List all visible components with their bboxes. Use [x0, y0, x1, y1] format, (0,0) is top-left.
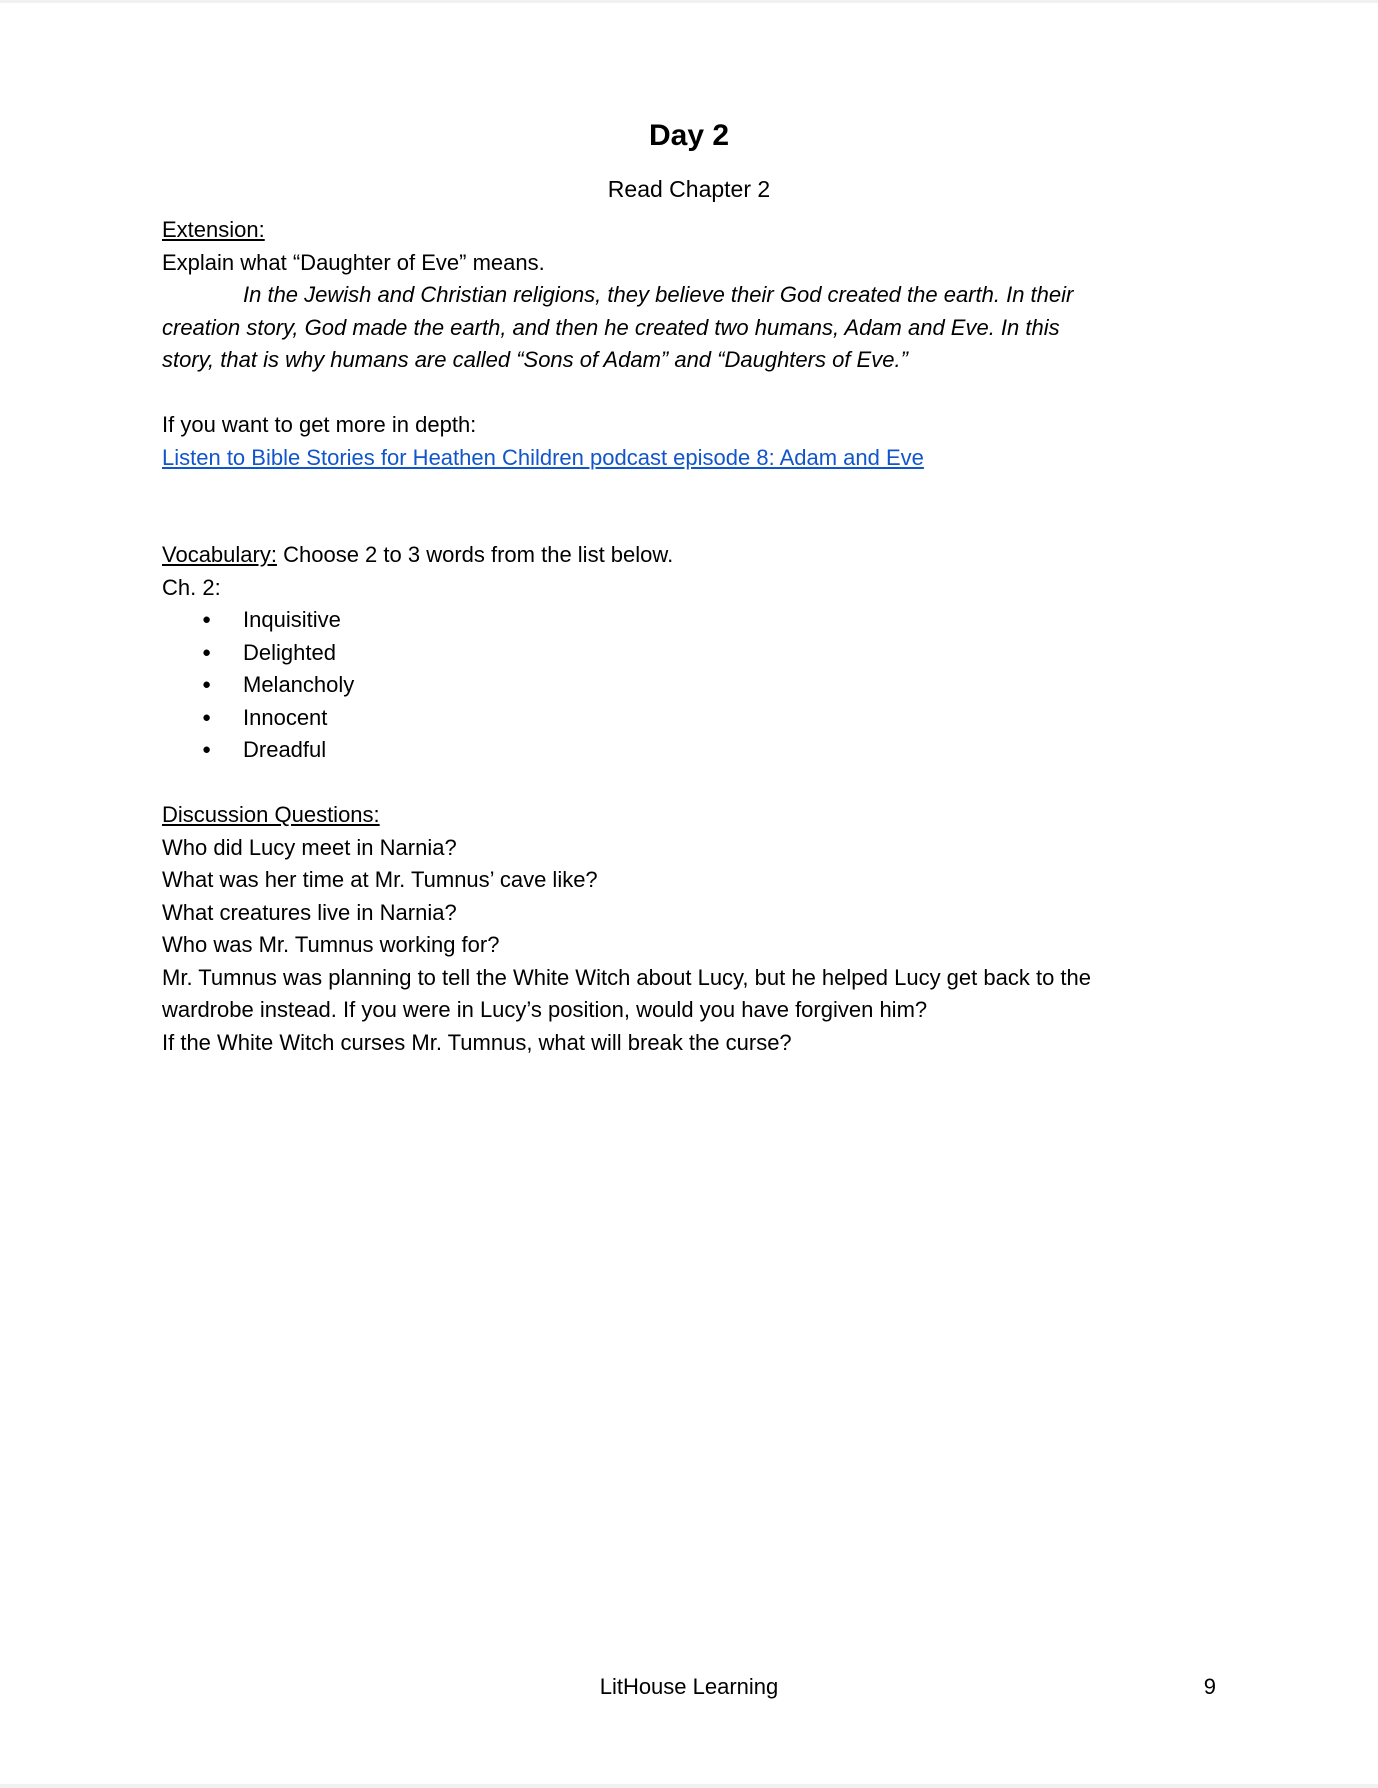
podcast-link-line — [162, 442, 1216, 475]
word-item — [162, 637, 1216, 670]
depth-intro: If you want to get more in depth: — [162, 412, 477, 437]
extension-prompt: Explain what “Daughter of Eve” means. — [162, 249, 545, 275]
word-label: Inquisitive — [243, 607, 341, 632]
question-line: Mr. Tumnus was planning to tell the White Witch about Lucy, but he helped Lucy get back to the — [162, 964, 1092, 990]
question-line: What was her time at Mr. Tumnus’ cave like? — [162, 867, 598, 892]
blank-line — [162, 767, 1216, 800]
extension-answer-line: In the Jewish and Christian religions, they believe their God created the earth. In their — [243, 282, 1074, 307]
page-title: Day 2 — [648, 119, 730, 152]
bullet-icon: ● — [202, 643, 212, 661]
question-line: Who was Mr. Tumnus working for? — [162, 932, 500, 957]
extension-answer-line: creation story, God made the earth, and then he created two humans, Adam and Eve. In this — [162, 314, 1060, 340]
blank-line — [162, 474, 1216, 507]
blank-line — [162, 377, 1216, 410]
document-body — [0, 214, 1378, 1059]
word-label: Dreadful — [243, 737, 327, 762]
page-top-edge — [0, 0, 1378, 3]
footer-page-number: 9 — [1203, 1674, 1216, 1699]
bullet-icon: ● — [202, 676, 212, 693]
question-line: wardrobe instead. If you were in Lucy’s position, would you have forgiven him? — [162, 997, 928, 1022]
question-line: Who did Lucy meet in Narnia? — [162, 834, 457, 860]
word-item — [162, 702, 1216, 735]
bullet-icon: ● — [202, 611, 212, 628]
podcast-link[interactable]: Listen to Bible Stories for Heathen Children podcast episode 8: Adam and Eve — [162, 444, 924, 470]
vocabulary-heading-line — [162, 539, 1216, 572]
question-line: What creatures live in Narnia? — [162, 899, 457, 925]
word-label: Melancholy — [243, 672, 355, 697]
word-item — [162, 669, 1216, 702]
page-footer — [162, 1670, 1216, 1703]
vocabulary-heading: Vocabulary: — [162, 542, 277, 567]
bullet-icon: ● — [202, 741, 212, 758]
blank-line — [162, 507, 1216, 540]
vocabulary-instruction: Choose 2 to 3 words from the list below. — [283, 542, 674, 567]
footer-brand: LitHouse Learning — [599, 1674, 779, 1699]
extension-heading: Extension: — [162, 217, 265, 242]
word-item — [162, 734, 1216, 767]
word-label: Innocent — [243, 704, 328, 730]
bullet-icon: ● — [202, 708, 212, 726]
page-bottom-edge — [0, 1784, 1378, 1788]
vocabulary-word-list — [162, 604, 1216, 767]
extension-answer-line: story, that is why humans are called “Sons of Adam” and “Daughters of Eve.” — [162, 347, 908, 372]
word-label: Delighted — [243, 639, 336, 665]
page-subtitle: Read Chapter 2 — [607, 176, 771, 202]
discussion-heading-line — [162, 799, 1216, 832]
chapter-label: Ch. 2: — [162, 574, 221, 600]
question-line: If the White Witch curses Mr. Tumnus, what will break the curse? — [162, 1029, 792, 1055]
extension-section-heading-line — [162, 214, 1216, 247]
discussion-heading: Discussion Questions: — [162, 802, 380, 827]
word-item — [162, 604, 1216, 637]
